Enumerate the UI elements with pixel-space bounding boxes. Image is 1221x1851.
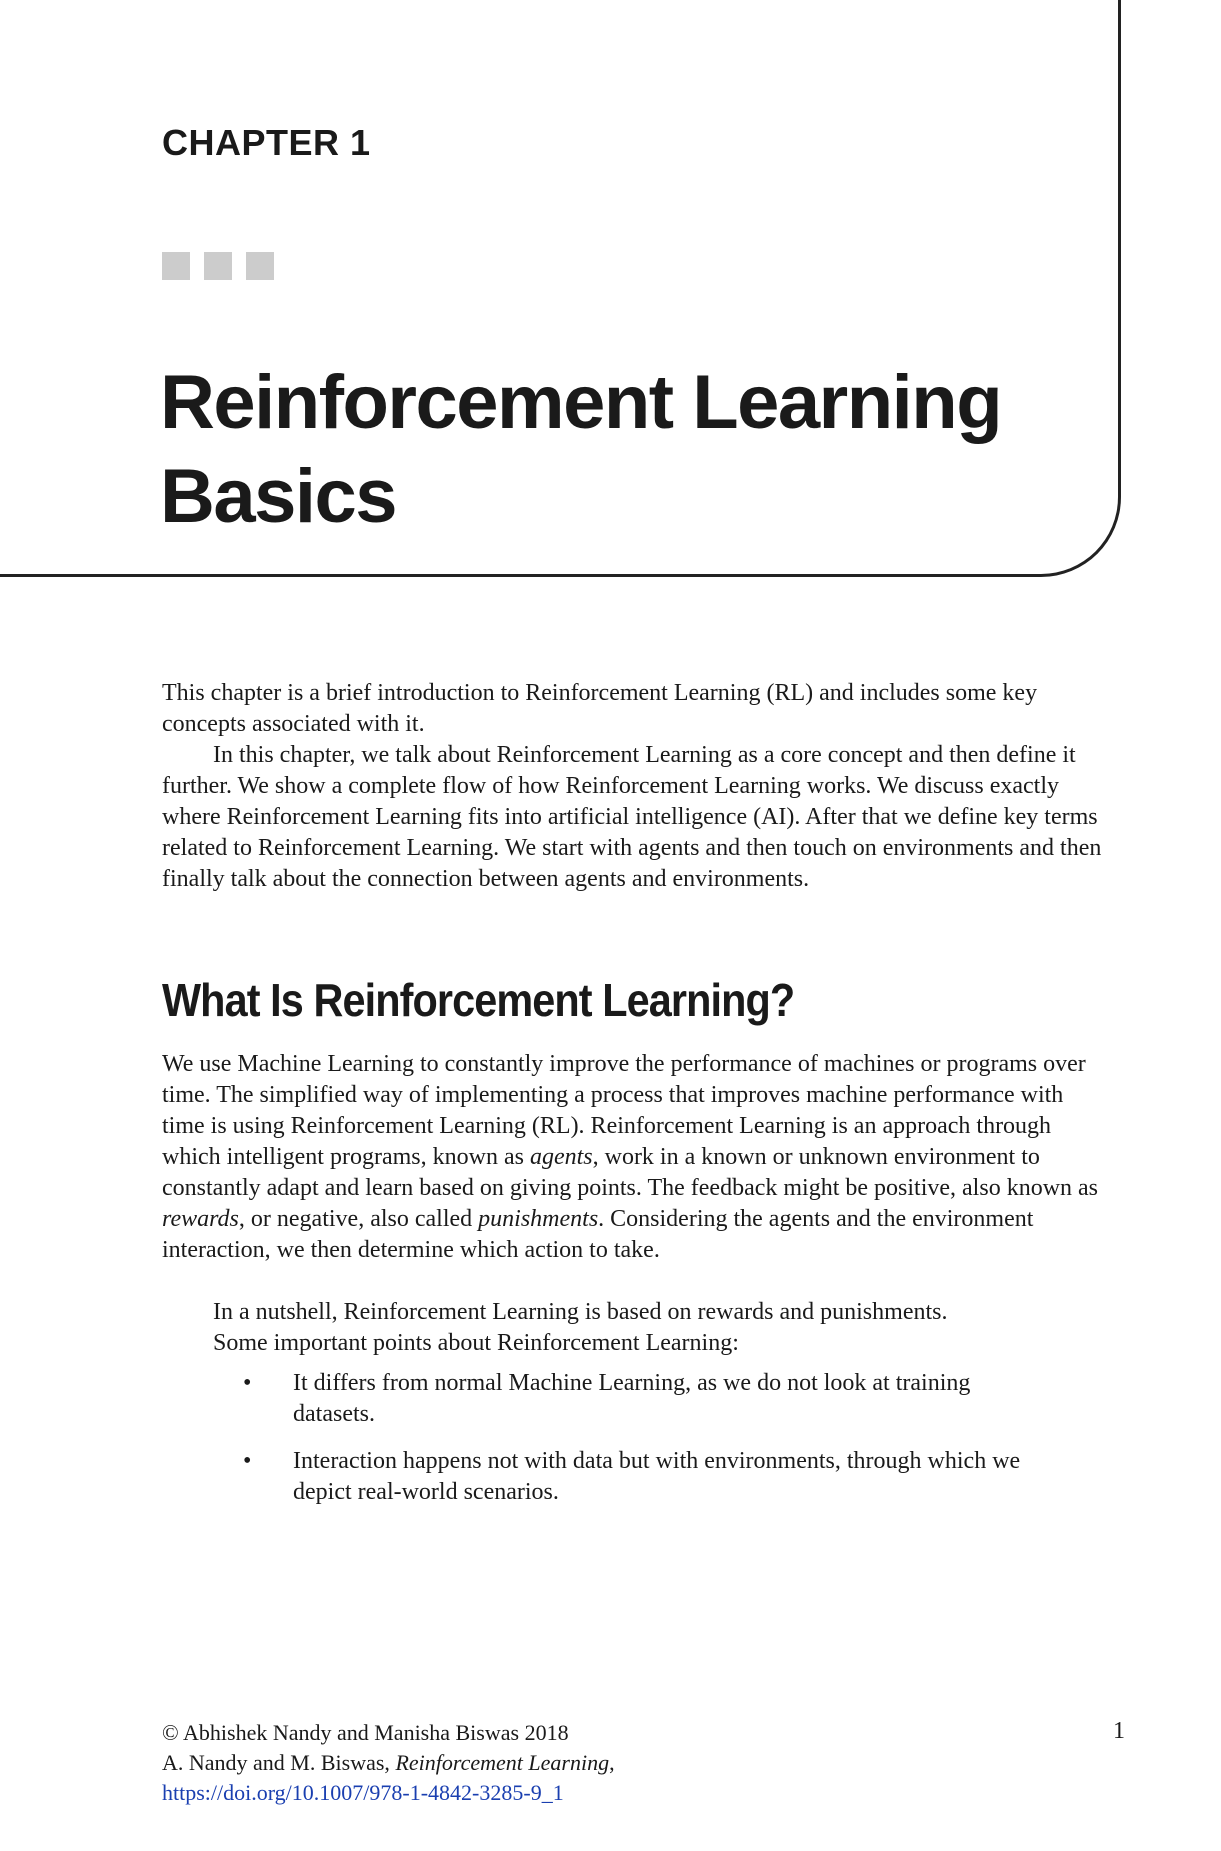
list-item-text: Interaction happens not with data but with environments, through which we depict real-world scenarios. (293, 1448, 1021, 1505)
copyright-line: © Abhishek Nandy and Manisha Biswas 2018 (162, 1720, 569, 1745)
chapter-title (160, 356, 1060, 544)
section-paragraph-2: In a nutshell, Reinforcement Learning is based on rewards and punishments. (213, 1299, 948, 1325)
decoration-square (162, 252, 190, 280)
p1-text-d: . Considering the agents and the environment interaction, we then determine which action to take. (162, 1206, 1034, 1263)
citation-suffix: , (609, 1750, 615, 1775)
citation-prefix: A. Nandy and M. Biswas, (162, 1750, 396, 1775)
p1-text-a: We use Machine Learning to constantly improve the performance of machines or programs over time. The simplified way of implementing a process that improves machine performance with time is using Reinforcement Learning (RL). Reinforcement Learning is an approach through which intelligent programs, known as (162, 1051, 1086, 1170)
term-punishments: punishments (478, 1206, 599, 1232)
section-heading: What Is Reinforcement Learning? (162, 974, 795, 1026)
decoration-square (246, 252, 274, 280)
list-item (243, 1446, 1023, 1508)
bullet-list (243, 1368, 1023, 1524)
term-agents: agents (529, 1144, 593, 1170)
p1-text-b: , work in a known or unknown environment to constantly adapt and learn based on giving points. The feedback might be positive, also known as (162, 1144, 1099, 1201)
p1-text-c: , or negative, also called (238, 1206, 479, 1232)
list-item-text: It differs from normal Machine Learning, as we do not look at training datasets. (293, 1370, 971, 1427)
intro-paragraph-1: This chapter is a brief introduction to Reinforcement Learning (RL) and includes some key concepts associated with it. (162, 680, 1038, 737)
bullet-icon: • (243, 1370, 252, 1396)
page-footer (162, 1718, 615, 1808)
section-paragraph-1 (162, 1049, 1102, 1266)
intro-paragraph-2: In this chapter, we talk about Reinforcement Learning as a core concept and then define it further. We show a complete flow of how Reinforcement Learning works. We discuss exactly where Reinforcement Learning fits into artificial intelligence (AI). After that we define key terms related to Reinforcement Learning. We start with agents and then touch on environments and then finally talk about the connection between agents and environments. (162, 742, 1102, 892)
chapter-title-line2: Basics (160, 454, 397, 539)
citation-title: Reinforcement Learning (395, 1750, 610, 1775)
term-rewards: rewards (162, 1206, 239, 1232)
decoration-square (204, 252, 232, 280)
bullet-icon: • (243, 1448, 252, 1474)
chapter-title-line1: Reinforcement Learning (160, 360, 1002, 445)
citation-line (162, 1748, 615, 1778)
chapter-label: CHAPTER 1 (162, 122, 371, 163)
chapter-decoration (162, 252, 274, 280)
page-number: 1 (1113, 1718, 1125, 1744)
list-item (243, 1368, 1023, 1430)
section-paragraph-3: Some important points about Reinforcement Learning: (213, 1330, 739, 1356)
doi-link[interactable]: https://doi.org/10.1007/978-1-4842-3285-9_1 (162, 1780, 564, 1805)
